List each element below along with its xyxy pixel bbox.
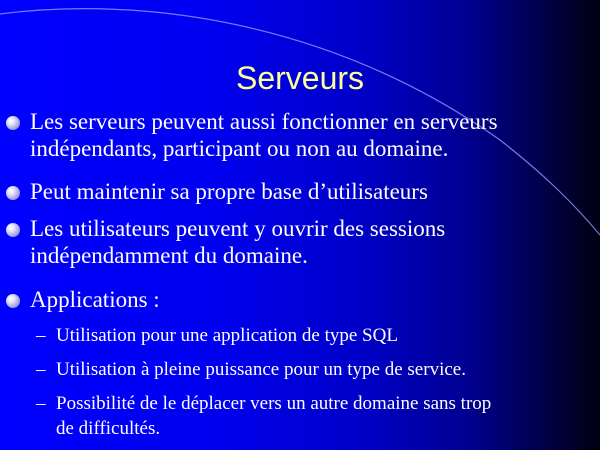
bullet-line: Peut maintenir sa propre base d’utilisateurs [30,179,428,204]
bullet-line: Les utilisateurs peuvent y ouvrir des sessions [30,216,446,241]
slide-title: Serveurs [235,60,365,96]
dash-marker: – [36,325,46,346]
bullet-line: indépendants, participant ou non au domaine. [30,136,449,161]
bullet-dot-icon [6,223,20,237]
subbullet-text [56,357,596,382]
bullet-text [30,178,596,205]
bullet-line: indépendamment du domaine. [30,243,308,268]
subbullet-line: de difficultés. [56,418,161,439]
bullet-dot-icon [6,116,20,130]
bullet-line: Applications : [30,287,160,312]
subbullet-line: Utilisation pour une application de type SQL [56,325,398,346]
bullet-dot-icon [6,186,20,200]
dash-marker: – [36,359,46,380]
subbullet-text [56,323,596,348]
bullet-line: Les serveurs peuvent aussi fonctionner en serveurs [30,109,498,134]
bullet-text [30,108,596,162]
subbullet-line: Possibilité de le déplacer vers un autre domaine sans trop [56,393,492,414]
bullet-text [30,215,596,269]
bullet-text [30,286,596,313]
subbullet-text [56,391,596,441]
bullet-dot-icon [6,294,20,308]
subbullet-line: Utilisation à pleine puissance pour un type de service. [56,359,466,380]
dash-marker: – [36,393,46,414]
